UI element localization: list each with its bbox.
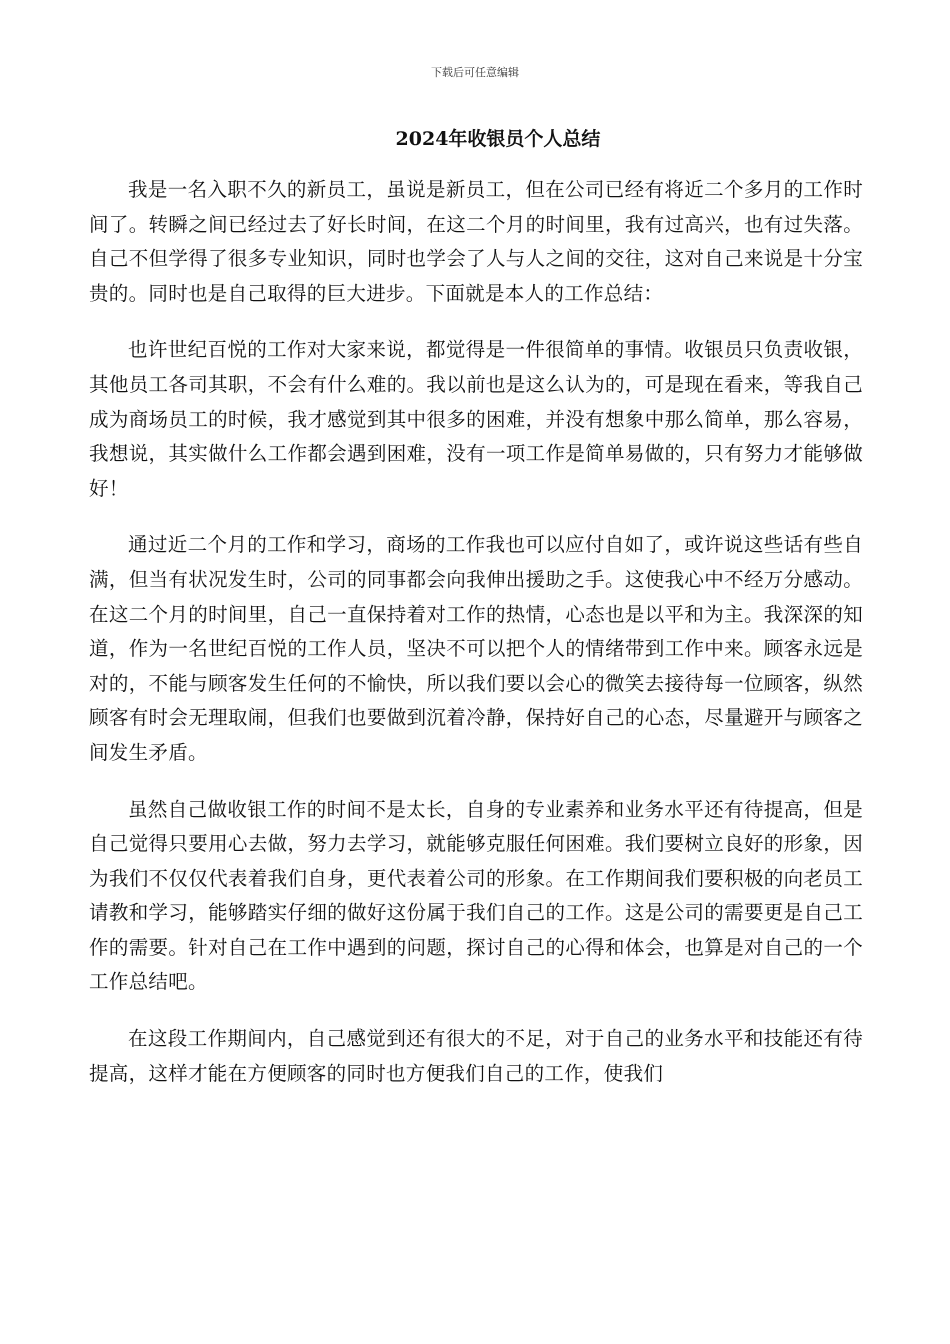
document-body (89, 173, 863, 1113)
paragraph-2: 也许世纪百悦的工作对大家来说，都觉得是一件很简单的事情。收银员只负责收银，其他员工各司其职，不会有什么难的。我以前也是这么认为的，可是现在看来，等我自己成为商场员工的时候，我才感觉到其中很多的困难，并没有想象中那么简单，那么容易，我想说，其实做什么工作都会遇到困难，没有一项工作是简单易做的，只有努力才能够做好！ (89, 338, 863, 500)
paragraph-5: 在这段工作期间内，自己感觉到还有很大的不足，对于自己的业务水平和技能还有待提高，这样才能在方便顾客的同时也方便我们自己的工作，使我们 (89, 1027, 863, 1085)
header-note: 下载后可任意编辑 (431, 66, 519, 79)
document-title: 2024年收银员个人总结 (395, 128, 601, 150)
paragraph-3: 通过近二个月的工作和学习，商场的工作我也可以应付自如了，或许说这些话有些自满，但当有状况发生时，公司的同事都会向我伸出援助之手。这使我心中不经万分感动。在这二个月的时间里，自己一直保持着对工作的热情，心态也是以平和为主。我深深的知道，作为一名世纪百悦的工作人员，坚决不可以把个人的情绪带到工作中来。顾客永远是对的，不能与顾客发生任何的不愉快，所以我们要以会心的微笑去接待每一位顾客，纵然顾客有时会无理取闹，但我们也要做到沉着冷静，保持好自己的心态，尽量避开与顾客之间发生矛盾。 (89, 533, 863, 764)
paragraph-4: 虽然自己做收银工作的时间不是太长，自身的专业素养和业务水平还有待提高，但是自己觉得只要用心去做，努力去学习，就能够克服任何困难。我们要树立良好的形象，因为我们不仅仅代表着我们自身，更代表着公司的形象。在工作期间我们要积极的向老员工请教和学习，能够踏实仔细的做好这份属于我们自己的工作。这是公司的需要更是自己工作的需要。针对自己在工作中遇到的问题，探讨自己的心得和体会，也算是对自己的一个工作总结吧。 (89, 797, 863, 994)
paragraph-1: 我是一名入职不久的新员工，虽说是新员工，但在公司已经有将近二个多月的工作时间了。转瞬之间已经过去了好长时间，在这二个月的时间里，我有过高兴，也有过失落。自己不但学得了很多专业知识，同时也学会了人与人之间的交往，这对自己来说是十分宝贵的。同时也是自己取得的巨大进步。下面就是本人的工作总结： (89, 178, 863, 305)
